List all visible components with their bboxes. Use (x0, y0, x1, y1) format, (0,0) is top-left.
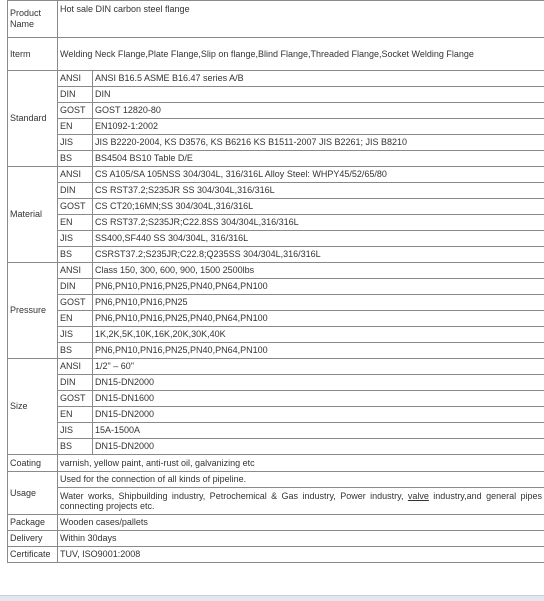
table-row (8, 167, 544, 183)
table-row (8, 183, 544, 199)
table-row (8, 263, 544, 279)
pressure-value: PN6,PN10,PN16,PN25,PN40,PN64,PN100 (93, 343, 544, 359)
pressure-sub: ANSI (58, 263, 93, 279)
table-row (8, 38, 544, 71)
standard-value: ANSI B16.5 ASME B16.47 series A/B (93, 71, 544, 87)
usage-label: Usage (8, 472, 58, 515)
table-row (8, 103, 544, 119)
material-value: CS RST37.2;S235JR;C22.8SS 304/304L,316/316L (93, 215, 544, 231)
horizontal-scrollbar[interactable] (0, 595, 544, 601)
pressure-value: PN6,PN10,PN16,PN25,PN40,PN64,PN100 (93, 311, 544, 327)
material-sub: JIS (58, 231, 93, 247)
material-sub: DIN (58, 183, 93, 199)
product-name-label: Product Name (8, 1, 58, 38)
item-label: Iterm (8, 38, 58, 71)
coating-value: varnish, yellow paint, anti-rust oil, galvanizing etc (58, 455, 544, 472)
table-row (8, 215, 544, 231)
table-row (8, 407, 544, 423)
size-sub: DIN (58, 375, 93, 391)
standard-sub: BS (58, 151, 93, 167)
size-value: DN15-DN1600 (93, 391, 544, 407)
table-row (8, 472, 544, 488)
table-row (8, 1, 544, 38)
table-row (8, 311, 544, 327)
table-row (8, 439, 544, 455)
size-value: DN15-DN2000 (93, 407, 544, 423)
pressure-value: 1K,2K,5K,10K,16K,20K,30K,40K (93, 327, 544, 343)
usage-line-1: Used for the connection of all kinds of pipeline. (58, 472, 544, 488)
table-row (8, 295, 544, 311)
valve-link[interactable]: valve (408, 491, 429, 501)
size-sub: ANSI (58, 359, 93, 375)
table-row (8, 327, 544, 343)
table-row (8, 119, 544, 135)
product-name-value: Hot sale DIN carbon steel flange (58, 1, 544, 38)
pressure-value: PN6,PN10,PN16,PN25 (93, 295, 544, 311)
pressure-value: PN6,PN10,PN16,PN25,PN40,PN64,PN100 (93, 279, 544, 295)
size-sub: EN (58, 407, 93, 423)
table-row (8, 375, 544, 391)
pressure-label: Pressure (8, 263, 58, 359)
table-row (8, 135, 544, 151)
pressure-sub: EN (58, 311, 93, 327)
size-sub: JIS (58, 423, 93, 439)
standard-label: Standard (8, 71, 58, 167)
size-value: 1/2" – 60" (93, 359, 544, 375)
pressure-sub: GOST (58, 295, 93, 311)
standard-sub: JIS (58, 135, 93, 151)
package-label: Package (8, 515, 58, 531)
table-row (8, 531, 544, 547)
material-value: CS A105/SA 105NSS 304/304L, 316/316L Alloy Steel: WHPY45/52/65/80 (93, 167, 544, 183)
material-value: CSRST37.2;S235JR;C22.8;Q235SS 304/304L,316/316L (93, 247, 544, 263)
material-label: Material (8, 167, 58, 263)
package-value: Wooden cases/pallets (58, 515, 544, 531)
size-value: DN15-DN2000 (93, 439, 544, 455)
size-sub: GOST (58, 391, 93, 407)
table-row (8, 488, 544, 515)
standard-value: EN1092-1:2002 (93, 119, 544, 135)
pressure-sub: JIS (58, 327, 93, 343)
usage-text-before: Water works, Shipbuilding industry, Petrochemical & Gas industry, Power industry, (60, 491, 408, 501)
standard-sub: GOST (58, 103, 93, 119)
table-row (8, 391, 544, 407)
standard-value: GOST 12820-80 (93, 103, 544, 119)
table-row (8, 199, 544, 215)
standard-value: BS4504 BS10 Table D/E (93, 151, 544, 167)
delivery-label: Delivery (8, 531, 58, 547)
standard-sub: DIN (58, 87, 93, 103)
usage-text-after: industry,and general pipes connecting projects etc. (60, 491, 542, 511)
pressure-sub: BS (58, 343, 93, 359)
material-sub: EN (58, 215, 93, 231)
certificate-value: TUV, ISO9001:2008 (58, 547, 544, 563)
size-sub: BS (58, 439, 93, 455)
material-value: SS400,SF440 SS 304/304L, 316/316L (93, 231, 544, 247)
table-row (8, 515, 544, 531)
table-row (8, 231, 544, 247)
certificate-label: Certificate (8, 547, 58, 563)
size-value: DN15-DN2000 (93, 375, 544, 391)
table-row (8, 151, 544, 167)
pressure-sub: DIN (58, 279, 93, 295)
coating-label: Coating (8, 455, 58, 472)
size-label: Size (8, 359, 58, 455)
product-spec-table (7, 0, 544, 563)
table-row (8, 279, 544, 295)
table-row (8, 71, 544, 87)
table-row (8, 547, 544, 563)
standard-value: DIN (93, 87, 544, 103)
table-row (8, 455, 544, 472)
usage-line-2 (58, 488, 544, 515)
table-row (8, 343, 544, 359)
item-value: Welding Neck Flange,Plate Flange,Slip on flange,Blind Flange,Threaded Flange,Socket Welding Flange (58, 38, 544, 71)
material-value: CS RST37.2;S235JR SS 304/304L,316/316L (93, 183, 544, 199)
size-value: 15A-1500A (93, 423, 544, 439)
standard-sub: EN (58, 119, 93, 135)
material-sub: ANSI (58, 167, 93, 183)
material-sub: BS (58, 247, 93, 263)
table-row (8, 359, 544, 375)
material-value: CS CT20;16MN;SS 304/304L,316/316L (93, 199, 544, 215)
standard-sub: ANSI (58, 71, 93, 87)
table-row (8, 247, 544, 263)
material-sub: GOST (58, 199, 93, 215)
pressure-value: Class 150, 300, 600, 900, 1500 2500lbs (93, 263, 544, 279)
delivery-value: Within 30days (58, 531, 544, 547)
table-row (8, 87, 544, 103)
standard-value: JIS B2220-2004, KS D3576, KS B6216 KS B1511-2007 JIS B2261; JIS B8210 (93, 135, 544, 151)
table-row (8, 423, 544, 439)
